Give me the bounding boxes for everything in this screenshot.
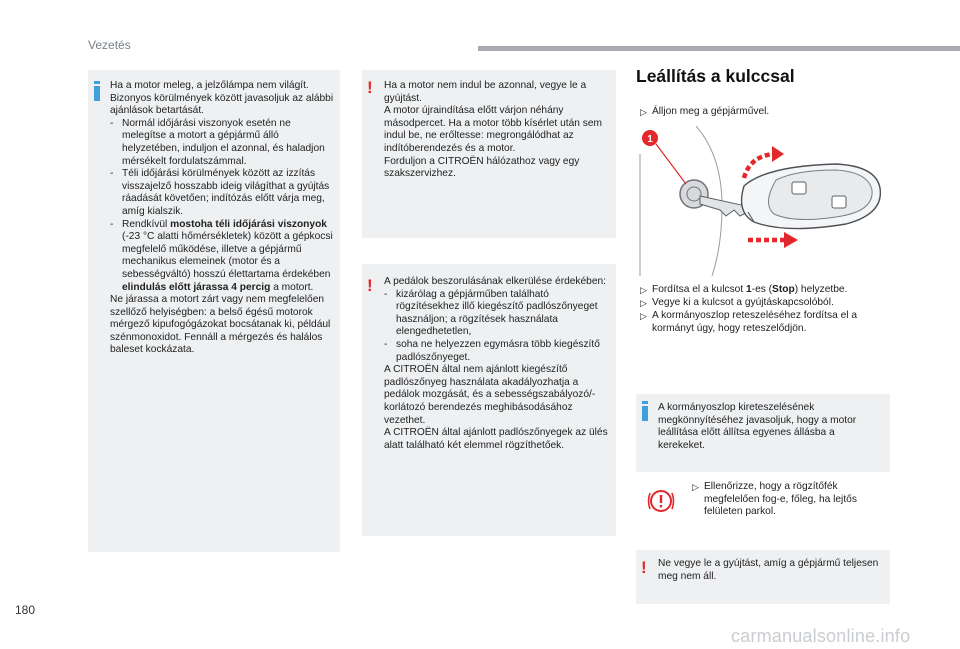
step-bullet: ▷ Álljon meg a gépjárművel. <box>640 106 770 117</box>
list-item: Rendkívül mostoha téli időjárási viszonyok (-23 °C alatti hőmérsékletek) között a gépkocsi megfelelő működése, illetve a gépjármű mechanikus elemeinek (motor és a sebességváltó) hosszú élettartama érdekében elindulás előtt járassa 4 percig a motort. <box>122 218 333 293</box>
warning-box-text <box>384 80 610 181</box>
list-item: soha ne helyezzen egymásra több kiegészítő padlószőnyeget. <box>396 338 600 363</box>
warning-box-engine-not-starting <box>362 70 616 238</box>
list-item: Téli időjárási körülmények között az izzítás visszajelző hosszabb ideig világíthat a gyújtás ráadását követően; indítózás előtt várja meg, amíg kialszik. <box>122 168 330 217</box>
callout-number: 1 <box>647 134 653 145</box>
list-item: Normál időjárási viszonyok esetén ne melegítse a motort a gépjármű álló helyzetében, induljon el azonnal, és haladjon mérsékelt fordulatszámmal. <box>122 117 325 167</box>
warning-line: Forduljon a CITROËN hálózathoz vagy egy szakszervizhez. <box>384 155 580 180</box>
arrow-bullet-icon: ▷ <box>692 482 699 492</box>
header-bar <box>478 46 960 51</box>
running-header: Vezetés <box>88 38 131 52</box>
info-box-text: Ha a motor meleg, a jelzőlámpa nem világít. Bizonyos körülmények között javasoljuk az alábbi ajánlások betartását. - Normál időjárási viszonyok esetén ne melegítse a motort a gépjármű álló helyzetében, induljon el azonnal, és haladjon mérsékelt fordulatszámmal. - Téli időjárási körülmények között az izzítás visszajelző hosszabb ideig világíthat a gyújtás ráadását követően; indítózás előtt várja meg, amíg kialszik. - Rendkívül mostoha téli időjárási viszonyok (-23 °C alatti hőmérsékletek) között a gépkocsi megfelelő működése, illetve a gépjármű mechanikus elemeinek (motor és a sebességváltó) hosszú élettartama érdekében elindulás előtt járassa 4 percig a motort. Ne járassa a motort zárt vagy nem megfelelően szellőző helyiségben: a belső égésű motorok mérgező kipufogógázokat bocsátanak ki, például szénmonoxidot. Fennáll a mérgezés és halálos baleset kockázata. <box>110 80 336 357</box>
key-ignition-illustration <box>636 126 890 276</box>
info-icon <box>94 86 100 101</box>
info-box-warm-engine <box>88 70 340 552</box>
watermark: carmanualsonline.info <box>731 626 911 646</box>
step-bullet: ▷ Vegye ki a kulcsot a gyújtáskapcsolóból. <box>640 297 834 308</box>
warning-box-ignition <box>636 550 890 604</box>
check-note: ▷ Ellenőrizze, hogy a rögzítőfék megfelelően fog-e, főleg, ha lejtős felületen parkol. <box>692 481 857 518</box>
warning-circle-icon <box>646 486 676 516</box>
arrow-bullet-icon: ▷ <box>640 298 647 308</box>
arrow-bullet-icon: ▷ <box>640 311 647 321</box>
info-box-text: A kormányoszlop kireteszelésének megkönnyítéséhez javasoljuk, hogy a motor leállítása előtt állítsa egyenes állásba a kerekeket. <box>658 402 857 451</box>
intro-text: A pedálok beszorulásának elkerülése érdekében: <box>384 276 607 287</box>
warning-line: Ha a motor nem indul be azonnal, vegye le a gyújtást. <box>384 80 587 104</box>
warning-line: A motor újraindítása előtt várjon néhány másodpercet. Ha a motor több kísérlet után sem indul be, ne erőltesse: megrongálódhat az indítóberendezés és a motor. <box>384 105 603 154</box>
list-item: kizárólag a gépjárműben található rögzítésekhez illő kiegészítő padlószőnyeget használjon; a rögzítések használata elengedhetetlen, <box>396 288 598 338</box>
section-title: Leállítás a kulccsal <box>636 66 795 86</box>
warning-exclamation-icon: ! <box>641 558 647 577</box>
warning-box-text: A pedálok beszorulásának elkerülése érdekében: - kizárólag a gépjárműben található rögzítésekhez illő kiegészítő padlószőnyeget használjon; a rögzítések használata elengedhetetlen, - soha ne helyezzen egymásra több kiegészítő padlószőnyeget. A CITROËN által nem ajánlott kiegészítő padlószőnyeg használata akadályozhatja a pedálok mozgását, és a sebességszabályozó/-korlátozó berendezés meghibásodásához vezethet. A CITROËN által ajánlott padlószőnyegek az ülés alatt található két elemmel rögzíthetőek. <box>384 276 612 452</box>
warning-box-text: Ne vegye le a gyújtást, amíg a gépjármű teljesen meg nem áll. <box>658 558 879 582</box>
outro-text: A CITROËN által ajánlott padlószőnyegek az ülés alatt található két elemmel rögzíthetőek. <box>384 427 608 451</box>
info-icon <box>642 406 648 421</box>
intro-text: Ha a motor meleg, a jelzőlámpa nem világít. Bizonyos körülmények között javasoljuk az alábbi ajánlások betartását. <box>110 80 334 117</box>
info-box-steering-lock <box>636 394 890 472</box>
step-bullet: ▷ Fordítsa el a kulcsot 1-es (Stop) helyzetbe. <box>640 284 848 295</box>
arrow-bullet-icon: ▷ <box>640 107 647 117</box>
outro-text: A CITROËN által nem ajánlott kiegészítő padlószőnyeg használata akadályozhatja a pedálok mozgását, és a sebességszabályozó/-korlátozó berendezés meghibásodásához vezethet. <box>384 364 596 426</box>
step-bullet: ▷ A kormányoszlop reteszeléséhez fordítsa el a kormányt úgy, hogy reteszelődjön. <box>640 310 857 334</box>
arrow-bullet-icon: ▷ <box>640 285 647 295</box>
outro-text: Ne járassa a motort zárt vagy nem megfelelően szellőző helyiségben: a belső égésű motorok mérgező kipufogógázokat bocsátanak ki, például szénmonoxidot. Fennáll a mérgezés és halálos baleset kockázata. <box>110 294 331 356</box>
warning-box-floor-mats <box>362 264 616 536</box>
warning-exclamation-icon: ! <box>367 276 373 295</box>
warning-exclamation-icon: ! <box>367 78 373 97</box>
page-number: 180 <box>15 603 36 617</box>
